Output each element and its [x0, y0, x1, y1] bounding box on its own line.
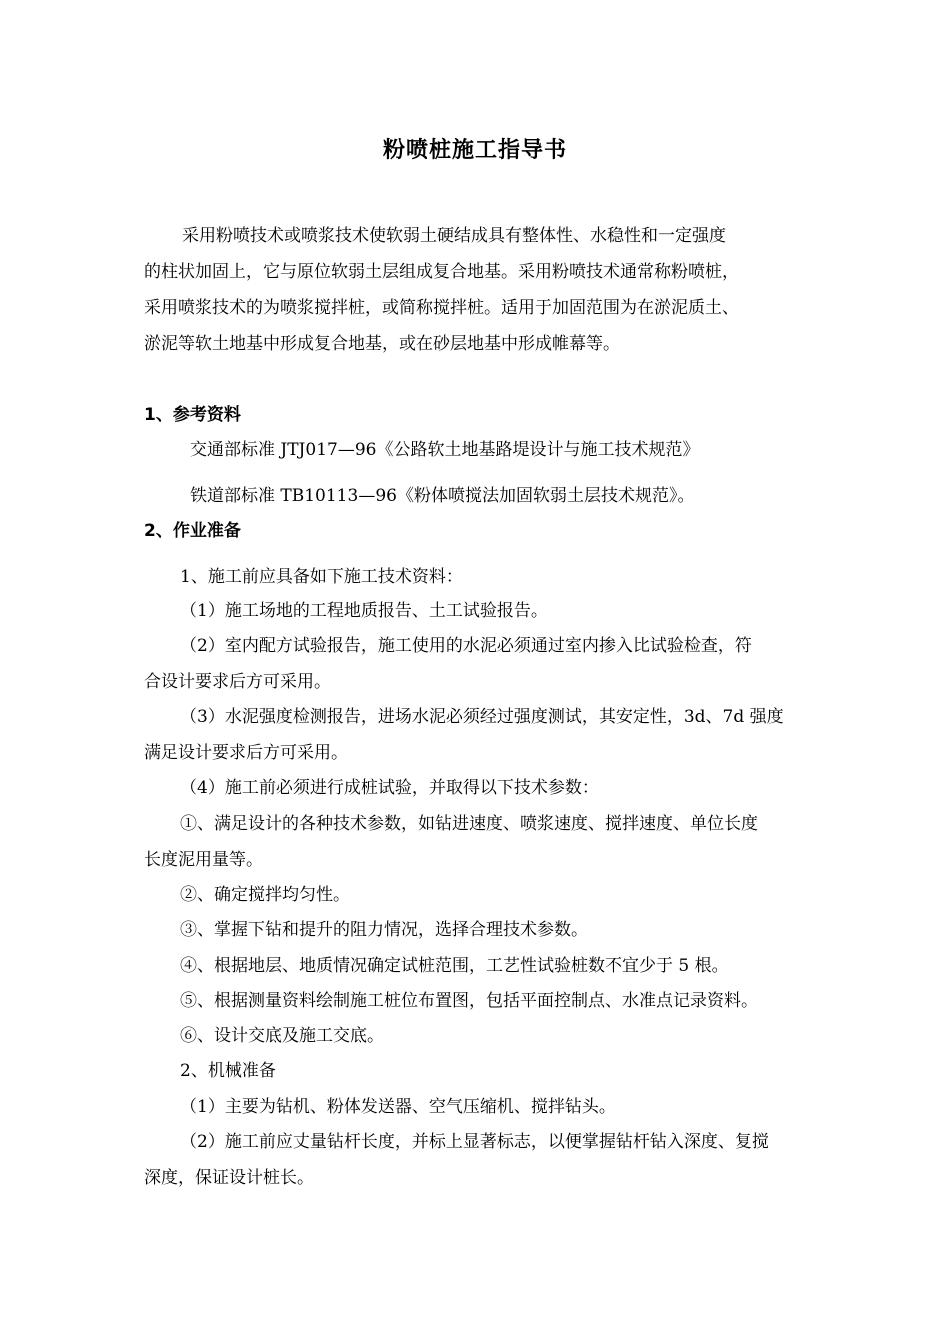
- reference-item: 交通部标准 JTJ017—96《公路软土地基路堤设计与施工技术规范》: [190, 440, 700, 460]
- body-line: 深度，保证设计桩长。: [144, 1168, 314, 1188]
- body-line: （2）施工前应丈量钻杆长度，并标上显著标志，以便掌握钻杆钻入深度、复搅: [180, 1132, 769, 1152]
- section-heading: 2、作业准备: [144, 521, 241, 541]
- body-line: ④、根据地层、地质情况确定试桩范围，工艺性试验桩数不宜少于 5 根。: [180, 956, 729, 976]
- body-line: （1）主要为钻机、粉体发送器、空气压缩机、搅拌钻头。: [180, 1097, 616, 1117]
- body-line: （4）施工前必须进行成桩试验，并取得以下技术参数：: [180, 778, 599, 798]
- body-line: 2、机械准备: [180, 1061, 276, 1081]
- intro-line: 的柱状加固上，它与原位软弱土层组成复合地基。采用粉喷技术通常称粉喷桩，: [144, 262, 739, 282]
- body-line: ③、掌握下钻和提升的阻力情况，选择合理技术参数。: [180, 920, 588, 940]
- body-line: ②、确定搅拌均匀性。: [180, 885, 350, 905]
- intro-paragraph: [144, 218, 812, 362]
- body-line: （1）施工场地的工程地质报告、土工试验报告。: [180, 601, 548, 621]
- body-line: （2）室内配方试验报告，施工使用的水泥必须通过室内掺入比试验检查，符: [180, 636, 752, 656]
- body-line: 1、施工前应具备如下施工技术资料：: [180, 567, 463, 587]
- body-line: ①、满足设计的各种技术参数，如钻进速度、喷浆速度、搅拌速度、单位长度: [180, 814, 758, 834]
- section-heading: 1、参考资料: [144, 405, 241, 425]
- intro-line: 采用粉喷技术或喷浆技术使软弱土硬结成具有整体性、水稳性和一定强度: [182, 226, 726, 246]
- reference-item: 铁道部标准 TB10113—96《粉体喷搅法加固软弱土层技术规范》。: [190, 486, 695, 506]
- intro-line: 淤泥等软土地基中形成复合地基，或在砂层地基中形成帷幕等。: [144, 334, 620, 354]
- body-line: 满足设计要求后方可采用。: [144, 743, 348, 763]
- intro-line: 采用喷浆技术的为喷浆搅拌桩，或简称搅拌桩。适用于加固范围为在淤泥质土、: [144, 298, 739, 318]
- body-line: ⑥、设计交底及施工交底。: [180, 1026, 384, 1046]
- body-line: 长度泥用量等。: [144, 850, 263, 870]
- body-line: （3）水泥强度检测报告，进场水泥必须经过强度测试，其安定性，3d、7d 强度: [180, 707, 784, 727]
- body-line: 合设计要求后方可采用。: [144, 672, 331, 692]
- body-line: ⑤、根据测量资料绘制施工桩位布置图，包括平面控制点、水准点记录资料。: [180, 991, 758, 1011]
- document-title: 粉喷桩施工指导书: [382, 137, 567, 163]
